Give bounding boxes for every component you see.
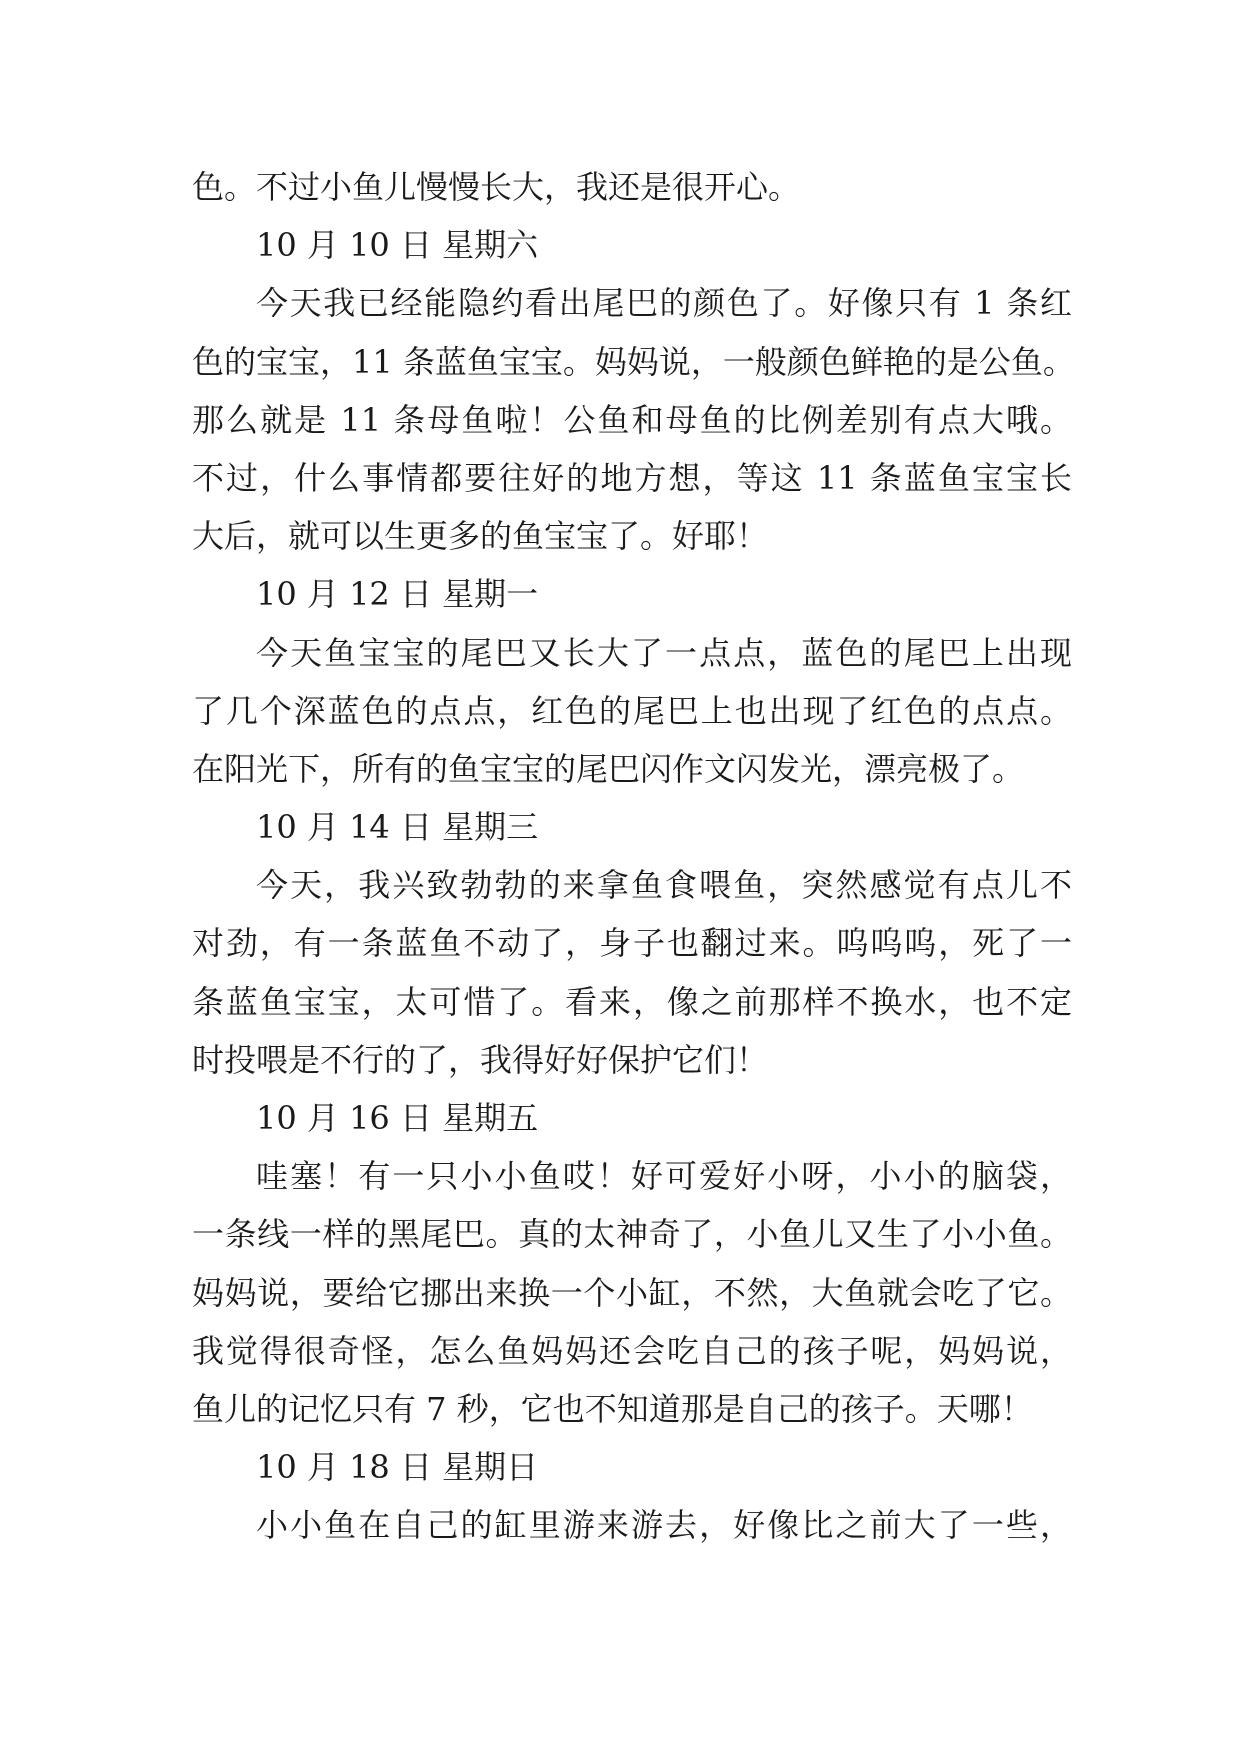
diary-text	[192, 158, 1075, 1555]
text-line: 鱼儿的记忆只有 7 秒，它也不知道那是自己的孩子。天哪！	[192, 1389, 1033, 1428]
text-line: 大后，就可以生更多的鱼宝宝了。好耶！	[192, 517, 769, 556]
diary-date: 10 月 10 日 星期六	[256, 226, 539, 265]
diary-date: 10 月 16 日 星期五	[256, 1099, 539, 1137]
text-line: 小小鱼在自己的缸里游来游去，好像比之前大了一些，	[256, 1506, 1072, 1545]
text-line: 色。不过小鱼儿慢慢长大，我还是很开心。	[192, 168, 801, 206]
diary-date: 10 月 12 日 星期一	[256, 575, 539, 614]
diary-date: 10 月 18 日 星期日	[256, 1448, 539, 1487]
text-line: 哇塞！有一只小小鱼哎！好可爱好小呀，小小的脑袋，	[256, 1157, 1072, 1196]
text-line: 今天我已经能隐约看出尾巴的颜色了。好像只有 1 条红	[256, 284, 1072, 323]
text-line: 了几个深蓝色的点点，红色的尾巴上也出现了红色的点点。	[192, 691, 1072, 730]
text-line: 在阳光下，所有的鱼宝宝的尾巴闪作文闪发光，漂亮极了。	[192, 749, 1025, 788]
text-line: 那么就是 11 条母鱼啦！公鱼和母鱼的比例差别有点大哦。	[192, 400, 1072, 439]
text-line: 妈妈说，要给它挪出来换一个小缸，不然，大鱼就会吃了它。	[192, 1273, 1072, 1312]
text-line: 我觉得很奇怪，怎么鱼妈妈还会吃自己的孩子呢，妈妈说，	[192, 1331, 1072, 1370]
text-line: 不过，什么事情都要往好的地方想，等这 11 条蓝鱼宝宝长	[192, 458, 1072, 497]
text-line: 时投喂是不行的了，我得好好保护它们！	[192, 1040, 769, 1079]
text-line: 对劲，有一条蓝鱼不动了，身子也翻过来。呜呜呜，死了一	[192, 924, 1072, 963]
diary-date: 10 月 14 日 星期三	[256, 808, 539, 847]
text-line: 色的宝宝，11 条蓝鱼宝宝。妈妈说，一般颜色鲜艳的是公鱼。	[192, 342, 1075, 381]
text-line: 条蓝鱼宝宝，太可惜了。看来，像之前那样不换水，也不定	[192, 982, 1072, 1021]
text-line: 一条线一样的黑尾巴。真的太神奇了，小鱼儿又生了小小鱼。	[192, 1215, 1072, 1254]
text-line: 今天鱼宝宝的尾巴又长大了一点点，蓝色的尾巴上出现	[256, 633, 1072, 672]
text-line: 今天，我兴致勃勃的来拿鱼食喂鱼，突然感觉有点儿不	[256, 866, 1072, 905]
